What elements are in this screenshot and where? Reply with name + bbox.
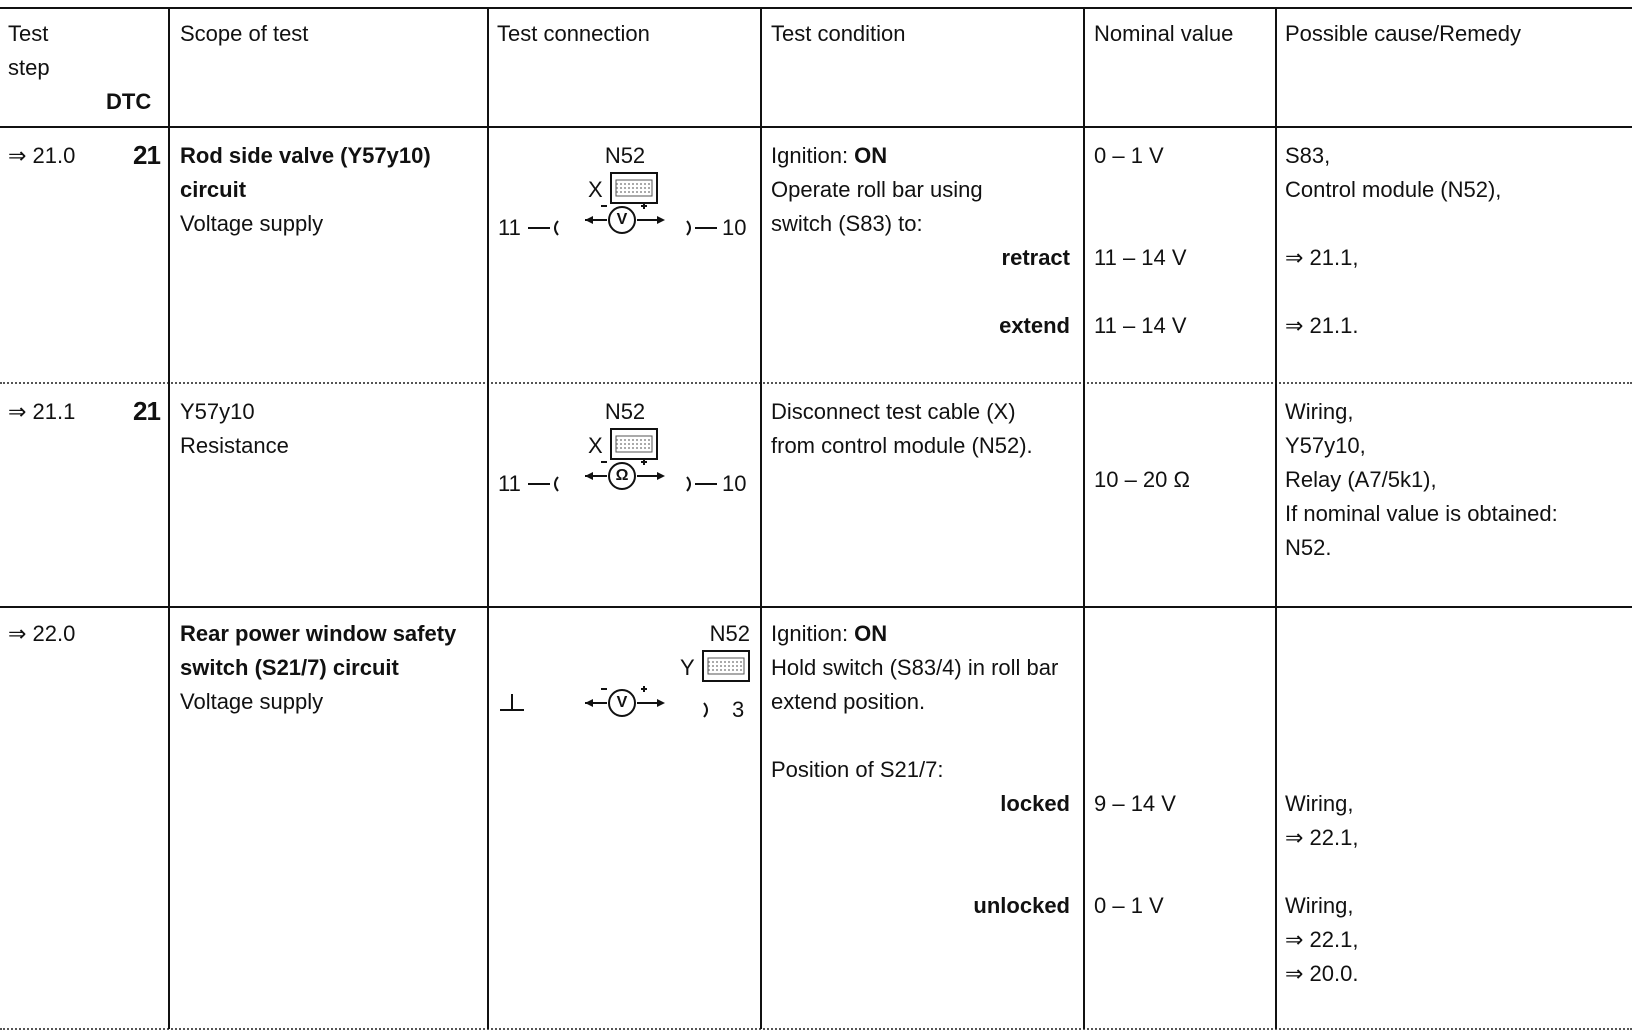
header-test: Test xyxy=(8,21,49,46)
header-remedy: Possible cause/Remedy xyxy=(1285,21,1522,46)
remedy-line: ⇒ 20.0. xyxy=(1285,961,1359,986)
connection-right-pin: 3 xyxy=(732,697,745,722)
remedy-line: Wiring, xyxy=(1285,893,1354,918)
condition-ignition-label: Ignition: xyxy=(771,143,855,168)
step-22-0: ⇒ 22.0 xyxy=(8,621,76,646)
nominal-value: 11 – 14 V xyxy=(1094,245,1187,270)
remedy-line: Relay (A7/5k1), xyxy=(1285,467,1437,492)
remedy-line: Wiring, xyxy=(1285,399,1354,424)
condition-line: Operate roll bar using xyxy=(771,177,983,202)
remedy-line: S83, xyxy=(1285,143,1331,168)
remedy-line: ⇒ 21.1. xyxy=(1285,313,1359,338)
meter-symbol: Ω xyxy=(615,467,629,484)
probe-right-icon xyxy=(683,474,719,494)
bottom-divider xyxy=(0,1028,1632,1030)
scope-title-line-2: circuit xyxy=(180,177,247,202)
dtc-code-21-0: 21 xyxy=(133,140,160,170)
scope-title-line-2: switch (S21/7) circuit xyxy=(180,655,399,680)
remedy-line: ⇒ 22.1, xyxy=(1285,927,1359,952)
condition-state-extend: extend xyxy=(999,313,1070,338)
column-divider-nominal xyxy=(1083,7,1085,1029)
nominal-value: 0 – 1 V xyxy=(1094,143,1164,168)
condition-state-locked: locked xyxy=(1000,791,1070,816)
step-21-0: ⇒ 21.0 xyxy=(8,143,76,168)
nominal-value: 11 – 14 V xyxy=(1094,313,1187,338)
condition-line: Position of S21/7: xyxy=(771,757,944,782)
nominal-value: 10 – 20 Ω xyxy=(1094,467,1190,492)
scope-title-line-1: Rod side valve (Y57y10) xyxy=(180,143,431,168)
header-dtc: DTC xyxy=(106,89,152,114)
connection-cable-label: X xyxy=(588,433,603,458)
column-divider-connection xyxy=(487,7,489,1029)
remedy-line: ⇒ 21.1, xyxy=(1285,245,1359,270)
probe-left-icon xyxy=(528,474,564,494)
remedy-line: N52. xyxy=(1285,535,1332,560)
connection-cable-label: X xyxy=(588,177,603,202)
remedy-line: Wiring, xyxy=(1285,791,1354,816)
scope-subtitle: Resistance xyxy=(180,433,289,458)
condition-ignition-value: ON xyxy=(854,143,888,168)
header-connection: Test connection xyxy=(497,21,650,46)
condition-line: from control module (N52). xyxy=(771,433,1033,458)
dtc-code-21-1: 21 xyxy=(133,396,160,426)
scope-component: Y57y10 xyxy=(180,399,255,424)
row-divider-2 xyxy=(0,606,1632,608)
remedy-line: If nominal value is obtained: xyxy=(1285,501,1558,526)
connection-left-pin: 11 xyxy=(498,471,521,496)
scope-subtitle: Voltage supply xyxy=(180,689,324,714)
remedy-line: Y57y10, xyxy=(1285,433,1366,458)
scope-title-line-1: Rear power window safety xyxy=(180,621,457,646)
header-bottom-rule xyxy=(0,126,1632,128)
ground-symbol-icon xyxy=(498,692,526,714)
scope-subtitle: Voltage supply xyxy=(180,211,324,236)
meter-symbol: V xyxy=(616,694,628,711)
header-scope: Scope of test xyxy=(180,21,309,46)
probe-right-icon xyxy=(700,700,714,720)
connection-module-label: N52 xyxy=(709,621,750,646)
nominal-value: 9 – 14 V xyxy=(1094,791,1176,816)
condition-line: Disconnect test cable (X) xyxy=(771,399,1016,424)
header-nominal: Nominal value xyxy=(1094,21,1234,46)
row-divider-1 xyxy=(0,382,1632,384)
connection-right-pin: 10 xyxy=(722,215,747,240)
top-border xyxy=(0,7,1632,9)
step-21-1: ⇒ 21.1 xyxy=(8,399,76,424)
column-divider-scope xyxy=(168,7,170,1029)
connector-block-icon xyxy=(702,650,750,682)
condition-line: switch (S83) to: xyxy=(771,211,923,236)
remedy-line: Control module (N52), xyxy=(1285,177,1502,202)
condition-state-unlocked: unlocked xyxy=(973,893,1070,918)
condition-line: extend position. xyxy=(771,689,926,714)
probe-right-icon xyxy=(683,218,719,238)
condition-line: Hold switch (S83/4) in roll bar xyxy=(771,655,1059,680)
condition-state-retract: retract xyxy=(1001,245,1070,270)
remedy-line: ⇒ 22.1, xyxy=(1285,825,1359,850)
connection-module-label: N52 xyxy=(604,399,646,424)
connection-cable-label: Y xyxy=(680,655,695,680)
connection-right-pin: 10 xyxy=(722,471,747,496)
meter-symbol: V xyxy=(616,211,628,228)
column-divider-condition xyxy=(760,7,762,1029)
condition-ignition xyxy=(771,618,887,650)
column-divider-remedy xyxy=(1275,7,1277,1029)
header-condition: Test condition xyxy=(771,21,906,46)
header-step: step xyxy=(8,55,50,80)
condition-ignition-value: ON xyxy=(854,621,888,646)
nominal-value: 0 – 1 V xyxy=(1094,893,1164,918)
condition-ignition-label: Ignition: xyxy=(771,621,855,646)
connection-left-pin: 11 xyxy=(498,215,521,240)
condition-ignition xyxy=(771,140,887,172)
probe-left-icon xyxy=(528,218,564,238)
connection-module-label: N52 xyxy=(604,143,646,168)
